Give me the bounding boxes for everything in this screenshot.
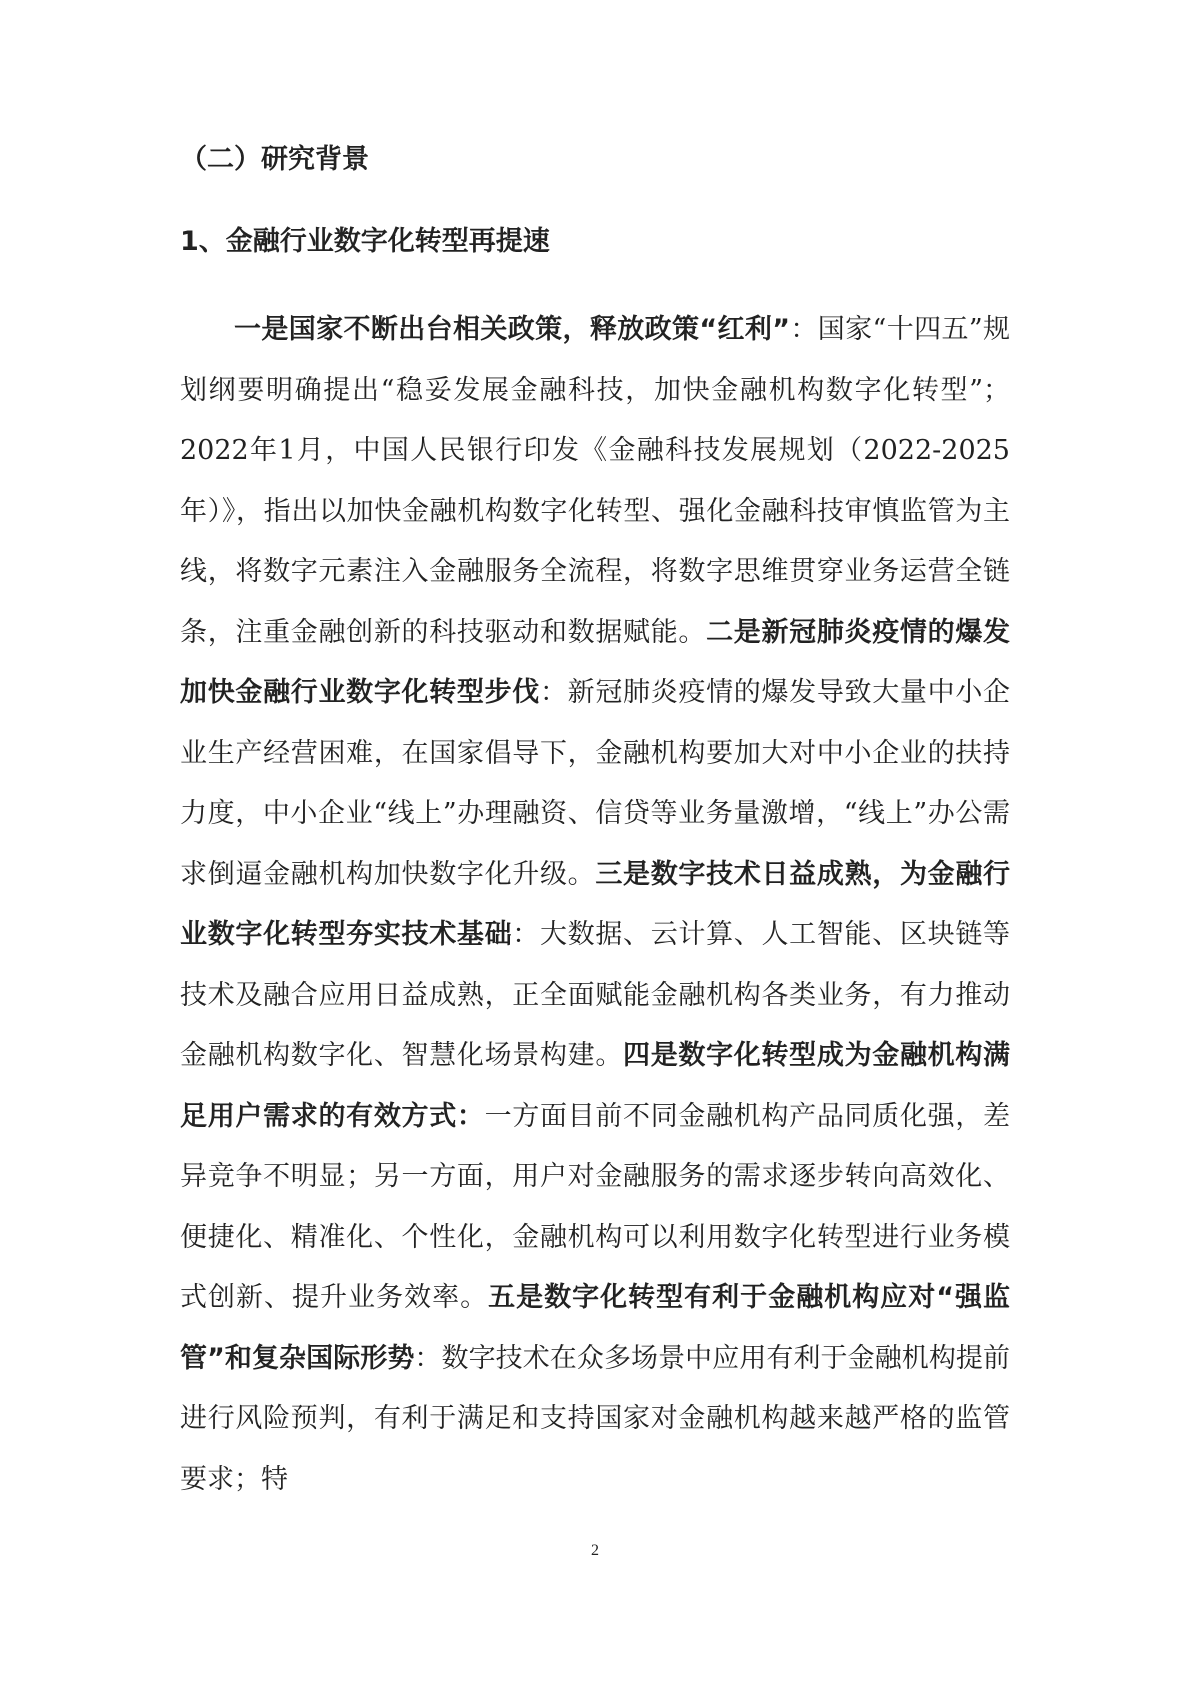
page-number: 2 (591, 1542, 599, 1559)
point-1-heading: 一是国家不断出台相关政策，释放政策“红利” (234, 314, 791, 345)
point-1-text: ：国家“十四五”规划纲要明确提出“稳妥发展金融科技，加快金融机构数字化转型”；2022年1月，中国人民银行印发《金融科技发展规划（2022-2025年）》，指出以加快金融机构数字化转型、强化金融科技审慎监管为主线，将数字元素注入金融服务全流程，将数字思维贯穿业务运营全链条，注重金融创新的科技驱动和数据赋能。 (180, 314, 1011, 648)
point-4-heading: 四是数字化转型成为金融机构满足用户需求的有效方式： (180, 1040, 1011, 1132)
point-2-text: ：新冠肺炎疫情的爆发导致大量中小企业生产经营困难，在国家倡导下，金融机构要加大对中小企业的扶持力度，中小企业“线上”办理融资、信贷等业务量激增，“线上”办公需求倒逼金融机构加快数字化升级。 (180, 677, 1011, 890)
subsection-heading: 1、金融行业数字化转型再提速 (180, 226, 550, 257)
point-5-heading: 五是数字化转型有利于金融机构应对“强监管”和复杂国际形势 (180, 1282, 1011, 1374)
point-4-text: 一方面目前不同金融机构产品同质化强，差异竞争不明显；另一方面，用户对金融服务的需求逐步转向高效化、便捷化、精准化、个性化，金融机构可以利用数字化转型进行业务模式创新、提升业务效率。 (180, 1100, 1011, 1313)
point-3-text: ：大数据、云计算、人工智能、区块链等技术及融合应用日益成熟，正全面赋能金融机构各类业务，有力推动金融机构数字化、智慧化场景构建。 (180, 919, 1011, 1071)
document-page (180, 140, 1010, 1510)
body-paragraph (180, 300, 1010, 1510)
section-heading: （二）研究背景 (180, 144, 369, 175)
point-5-text: ：数字技术在众多场景中应用有利于金融机构提前进行风险预判，有利于满足和支持国家对金融机构越来越严格的监管要求；特 (180, 1342, 1010, 1495)
point-3-heading: 三是数字技术日益成熟，为金融行业数字化转型夯实技术基础 (180, 858, 1011, 950)
point-2-heading: 二是新冠肺炎疫情的爆发加快金融行业数字化转型步伐 (180, 616, 1011, 708)
